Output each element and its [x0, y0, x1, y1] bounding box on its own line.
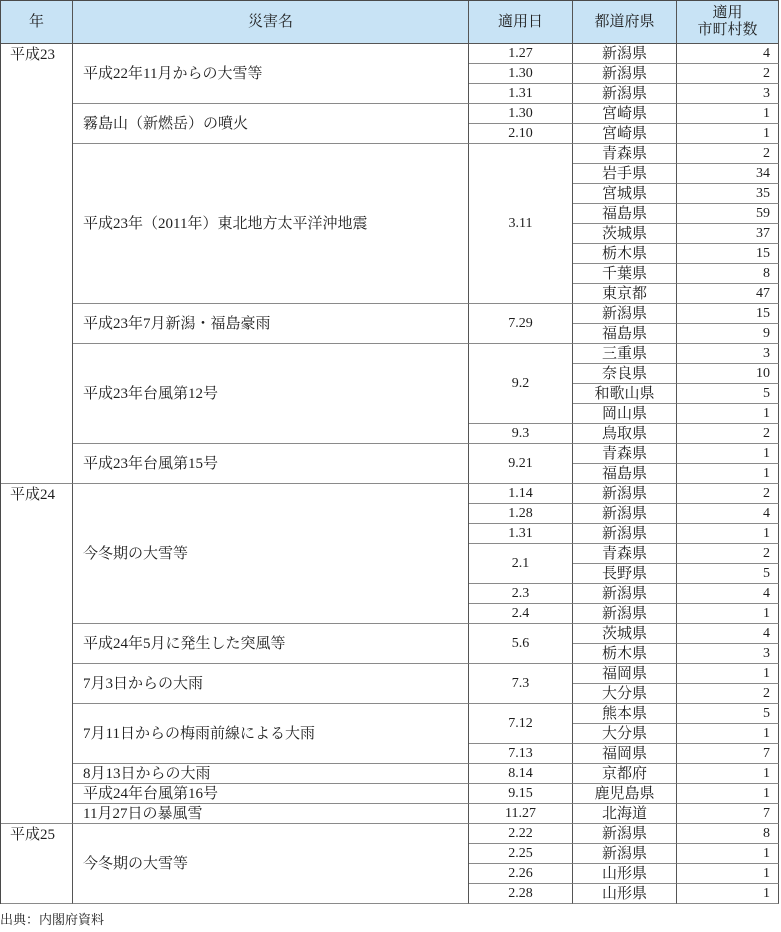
prefecture-cell: 宮城県: [573, 184, 677, 204]
application-date-cell: 1.14: [469, 484, 573, 504]
municipality-count-cell: 3: [677, 84, 779, 104]
municipality-count-cell: 3: [677, 644, 779, 664]
application-date-cell: 1.31: [469, 524, 573, 544]
prefecture-cell: 奈良県: [573, 364, 677, 384]
disaster-name-cell: 今冬期の大雪等: [73, 484, 469, 624]
application-date-cell: 3.11: [469, 144, 573, 304]
application-date-cell: 7.29: [469, 304, 573, 344]
municipality-count-cell: 2: [677, 684, 779, 704]
prefecture-cell: 茨城県: [573, 624, 677, 644]
year-cell: 平成24: [1, 484, 73, 824]
municipality-count-cell: 15: [677, 244, 779, 264]
application-date-cell: 2.26: [469, 864, 573, 884]
municipality-count-cell: 35: [677, 184, 779, 204]
application-date-cell: 11.27: [469, 804, 573, 824]
municipality-count-cell: 4: [677, 624, 779, 644]
municipality-count-cell: 4: [677, 584, 779, 604]
prefecture-cell: 山形県: [573, 864, 677, 884]
application-date-cell: 1.30: [469, 64, 573, 84]
municipality-count-cell: 1: [677, 664, 779, 684]
header-municipality-count: [677, 1, 779, 44]
header-year: 年: [1, 1, 73, 44]
municipality-count-cell: 8: [677, 824, 779, 844]
header-prefecture: 都道府県: [573, 1, 677, 44]
prefecture-cell: 山形県: [573, 884, 677, 904]
municipality-count-cell: 7: [677, 744, 779, 764]
municipality-count-cell: 4: [677, 44, 779, 64]
disaster-name-cell: 平成24年台風第16号: [73, 784, 469, 804]
municipality-count-cell: 8: [677, 264, 779, 284]
prefecture-cell: 三重県: [573, 344, 677, 364]
municipality-count-cell: 1: [677, 404, 779, 424]
prefecture-cell: 京都府: [573, 764, 677, 784]
year-cell: 平成25: [1, 824, 73, 904]
disaster-name-cell: 平成23年7月新潟・福島豪雨: [73, 304, 469, 344]
application-date-cell: 1.30: [469, 104, 573, 124]
municipality-count-cell: 34: [677, 164, 779, 184]
application-date-cell: 2.25: [469, 844, 573, 864]
application-date-cell: 2.28: [469, 884, 573, 904]
disaster-name-cell: 平成22年11月からの大雪等: [73, 44, 469, 104]
prefecture-cell: 福島県: [573, 204, 677, 224]
prefecture-cell: 新潟県: [573, 844, 677, 864]
prefecture-cell: 大分県: [573, 684, 677, 704]
application-date-cell: 7.3: [469, 664, 573, 704]
application-date-cell: 7.12: [469, 704, 573, 744]
prefecture-cell: 熊本県: [573, 704, 677, 724]
application-date-cell: 2.3: [469, 584, 573, 604]
municipality-count-cell: 1: [677, 764, 779, 784]
prefecture-cell: 新潟県: [573, 44, 677, 64]
application-date-cell: 1.27: [469, 44, 573, 64]
application-date-cell: 1.31: [469, 84, 573, 104]
header-application-date: 適用日: [469, 1, 573, 44]
municipality-count-cell: 2: [677, 484, 779, 504]
prefecture-cell: 大分県: [573, 724, 677, 744]
prefecture-cell: 岩手県: [573, 164, 677, 184]
application-date-cell: 2.1: [469, 544, 573, 584]
prefecture-cell: 岡山県: [573, 404, 677, 424]
prefecture-cell: 宮崎県: [573, 124, 677, 144]
municipality-count-cell: 2: [677, 424, 779, 444]
prefecture-cell: 福岡県: [573, 664, 677, 684]
prefecture-cell: 新潟県: [573, 84, 677, 104]
municipality-count-cell: 7: [677, 804, 779, 824]
municipality-count-cell: 1: [677, 844, 779, 864]
municipality-count-cell: 2: [677, 144, 779, 164]
application-date-cell: 8.14: [469, 764, 573, 784]
disaster-name-cell: 11月27日の暴風雪: [73, 804, 469, 824]
prefecture-cell: 東京都: [573, 284, 677, 304]
municipality-count-cell: 1: [677, 444, 779, 464]
prefecture-cell: 青森県: [573, 544, 677, 564]
municipality-count-cell: 9: [677, 324, 779, 344]
prefecture-cell: 新潟県: [573, 304, 677, 324]
prefecture-cell: 新潟県: [573, 64, 677, 84]
disaster-name-cell: 今冬期の大雪等: [73, 824, 469, 904]
prefecture-cell: 新潟県: [573, 604, 677, 624]
application-date-cell: 1.28: [469, 504, 573, 524]
prefecture-cell: 福岡県: [573, 744, 677, 764]
disaster-name-cell: 平成24年5月に発生した突風等: [73, 624, 469, 664]
prefecture-cell: 鳥取県: [573, 424, 677, 444]
prefecture-cell: 青森県: [573, 144, 677, 164]
municipality-count-cell: 10: [677, 364, 779, 384]
municipality-count-cell: 5: [677, 704, 779, 724]
application-date-cell: 2.4: [469, 604, 573, 624]
prefecture-cell: 栃木県: [573, 244, 677, 264]
year-cell: 平成23: [1, 44, 73, 484]
municipality-count-cell: 5: [677, 564, 779, 584]
prefecture-cell: 茨城県: [573, 224, 677, 244]
municipality-count-cell: 59: [677, 204, 779, 224]
municipality-count-cell: 2: [677, 64, 779, 84]
prefecture-cell: 千葉県: [573, 264, 677, 284]
prefecture-cell: 新潟県: [573, 824, 677, 844]
municipality-count-cell: 1: [677, 124, 779, 144]
application-date-cell: 5.6: [469, 624, 573, 664]
prefecture-cell: 新潟県: [573, 524, 677, 544]
prefecture-cell: 新潟県: [573, 484, 677, 504]
application-date-cell: 2.22: [469, 824, 573, 844]
municipality-count-cell: 2: [677, 544, 779, 564]
application-date-cell: 9.15: [469, 784, 573, 804]
prefecture-cell: 福島県: [573, 324, 677, 344]
municipality-count-cell: 1: [677, 464, 779, 484]
application-date-cell: 2.10: [469, 124, 573, 144]
prefecture-cell: 北海道: [573, 804, 677, 824]
disaster-name-cell: 霧島山（新燃岳）の噴火: [73, 104, 469, 144]
municipality-count-cell: 4: [677, 504, 779, 524]
municipality-count-cell: 1: [677, 884, 779, 904]
disaster-name-cell: 平成23年台風第15号: [73, 444, 469, 484]
disaster-name-cell: 平成23年台風第12号: [73, 344, 469, 444]
municipality-count-cell: 5: [677, 384, 779, 404]
municipality-count-cell: 1: [677, 524, 779, 544]
application-date-cell: 9.3: [469, 424, 573, 444]
municipality-count-cell: 47: [677, 284, 779, 304]
municipality-count-cell: 15: [677, 304, 779, 324]
prefecture-cell: 宮崎県: [573, 104, 677, 124]
municipality-count-cell: 1: [677, 784, 779, 804]
prefecture-cell: 栃木県: [573, 644, 677, 664]
prefecture-cell: 青森県: [573, 444, 677, 464]
municipality-count-cell: 1: [677, 724, 779, 744]
prefecture-cell: 和歌山県: [573, 384, 677, 404]
municipality-count-cell: 1: [677, 864, 779, 884]
source-note: 出典：内閣府資料: [0, 912, 105, 927]
prefecture-cell: 鹿児島県: [573, 784, 677, 804]
header-count-line2: 市町村数: [697, 22, 758, 38]
disaster-name-cell: 7月3日からの大雨: [73, 664, 469, 704]
disaster-name-cell: 平成23年（2011年）東北地方太平洋沖地震: [73, 144, 469, 304]
municipality-count-cell: 1: [677, 104, 779, 124]
disaster-name-cell: 8月13日からの大雨: [73, 764, 469, 784]
application-date-cell: 9.2: [469, 344, 573, 424]
header-disaster-name: 災害名: [73, 1, 469, 44]
application-date-cell: 9.21: [469, 444, 573, 484]
disaster-name-cell: 7月11日からの梅雨前線による大雨: [73, 704, 469, 764]
prefecture-cell: 福島県: [573, 464, 677, 484]
header-count-line1: 適用: [712, 5, 743, 21]
prefecture-cell: 新潟県: [573, 504, 677, 524]
prefecture-cell: 新潟県: [573, 584, 677, 604]
prefecture-cell: 長野県: [573, 564, 677, 584]
municipality-count-cell: 1: [677, 604, 779, 624]
application-date-cell: 7.13: [469, 744, 573, 764]
municipality-count-cell: 37: [677, 224, 779, 244]
municipality-count-cell: 3: [677, 344, 779, 364]
